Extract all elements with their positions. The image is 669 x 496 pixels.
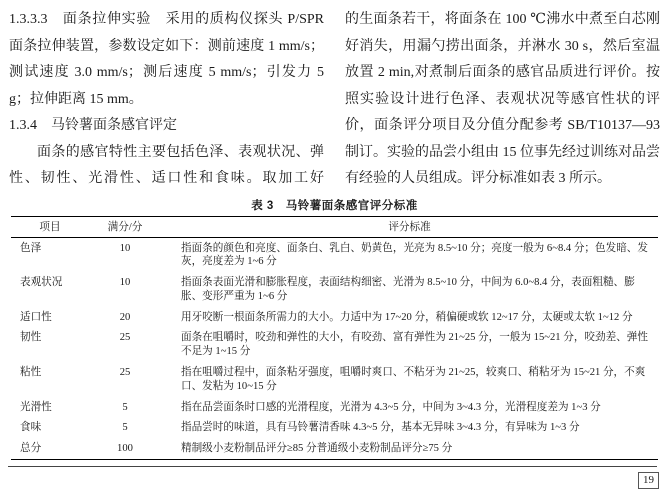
- section-heading-1-3-4: 1.3.4 马铃薯面条感官评定: [9, 118, 177, 133]
- criteria-cell: 指面条的颜色和亮度、面条白、乳白、奶黄色，光亮为 8.5~10 分；亮度一般为 6~8.4 分；色发暗、发灰，亮度差为 1~6 分: [181, 242, 648, 268]
- table-caption: 表 3 马铃薯面条感官评分标准: [251, 199, 418, 212]
- left-column: [9, 7, 324, 193]
- table-row-palatability: [11, 307, 658, 328]
- col-header-criteria: 评分标准: [388, 221, 431, 233]
- criteria-cell: 精制级小麦粉制品评分≥85 分普通级小麦粉制品评分≥75 分: [181, 443, 453, 455]
- table-row-appearance: [11, 272, 658, 307]
- score-cell: 25: [119, 332, 131, 344]
- item-cell: 表观状况: [20, 277, 63, 289]
- item-cell: 适口性: [20, 311, 52, 323]
- criteria-cell: 指品尝时的味道，具有马铃薯清香味 4.3~5 分，基本无异味 3~4.3 分，有异味为 1~3 分: [181, 422, 580, 434]
- criteria-cell: 指面条表面光滑和膨胀程度，表面结构细密、光滑为 8.5~10 分，中间为 6.0~8.4 分，表面粗糙、膨胀、变形严重为 1~6 分: [181, 277, 635, 302]
- page-number: 19: [638, 472, 659, 489]
- table-row-taste: [11, 417, 658, 438]
- score-cell: 10: [119, 277, 131, 289]
- item-cell: 光滑性: [20, 401, 52, 413]
- paragraph-sensory-intro: 面条的感官特性主要包括色泽、表观状况、弹性、韧性、光滑性、适口性和食味。取加工好: [9, 144, 324, 186]
- score-cell: 5: [122, 401, 128, 413]
- sensory-score-table: [11, 216, 658, 461]
- score-cell: 10: [119, 242, 131, 254]
- table-header-row: [11, 216, 658, 237]
- col-header-item: 项目: [39, 221, 61, 233]
- table-row-total-score: [11, 438, 658, 459]
- item-cell: 色泽: [20, 242, 42, 254]
- body-text-columns: [0, 0, 669, 193]
- criteria-cell: 指在品尝面条时口感的光滑程度，光滑为 4.3~5 分，中间为 3~4.3 分，光滑程度差为 1~3 分: [181, 401, 601, 413]
- right-column: [345, 7, 660, 193]
- score-cell: 20: [119, 311, 131, 323]
- table-row-stickiness: [11, 362, 658, 397]
- score-cell: 25: [119, 367, 131, 379]
- table-row-toughness: [11, 327, 658, 362]
- table-row-color: [11, 237, 658, 272]
- score-cell: 5: [122, 422, 128, 434]
- table-row-smoothness: [11, 397, 658, 418]
- paragraph-sensory-continued: 的生面条若干，将面条在 100 ℃沸水中煮至白芯刚好消失，用漏勺捞出面条，并淋水 30 s，然后室温放置 2 min,对煮制后面条的感官品质进行评价。按照实验设计进行色泽、表观状况等感官性状的评价，面条评分项目及分值分配参考 SB/T10137—93 制订。实验的品尝小组由 15 位事先经过训练对品尝有经验的人员组成。评分标准如表 3 所示。: [345, 12, 660, 186]
- item-cell: 粘性: [20, 367, 42, 379]
- footer-divider: [8, 466, 657, 467]
- paragraph-tensile-test: 1.3.3.3 面条拉伸实验 采用的质构仪探头 P/SPR 面条拉伸装置，参数设定如下：测前速度 1 mm/s；测试速度 3.0 mm/s；测后速度 5 mm/s；引发力 5 g；拉伸距离 15 mm。: [9, 12, 324, 107]
- criteria-cell: 面条在咀嚼时，咬劲和弹性的大小，有咬劲、富有弹性为 21~25 分，一般为 15~21 分，咬劲差、弹性不足为 1~15 分: [181, 332, 648, 358]
- score-cell: 100: [117, 443, 133, 455]
- criteria-cell: 指在咀嚼过程中，面条粘牙强度，咀嚼时爽口、不粘牙为 21~25，较爽口、稍粘牙为 15~21 分，不爽口、发粘为 10~15 分: [181, 367, 646, 392]
- col-header-full-score: 满分/分: [107, 221, 143, 233]
- item-cell: 韧性: [20, 332, 42, 344]
- item-cell: 总分: [20, 443, 42, 455]
- item-cell: 食味: [20, 422, 42, 434]
- criteria-cell: 用牙咬断一根面条所需力的大小。力适中为 17~20 分，稍偏硬或软 12~17 分，太硬或太软 1~12 分: [181, 311, 633, 323]
